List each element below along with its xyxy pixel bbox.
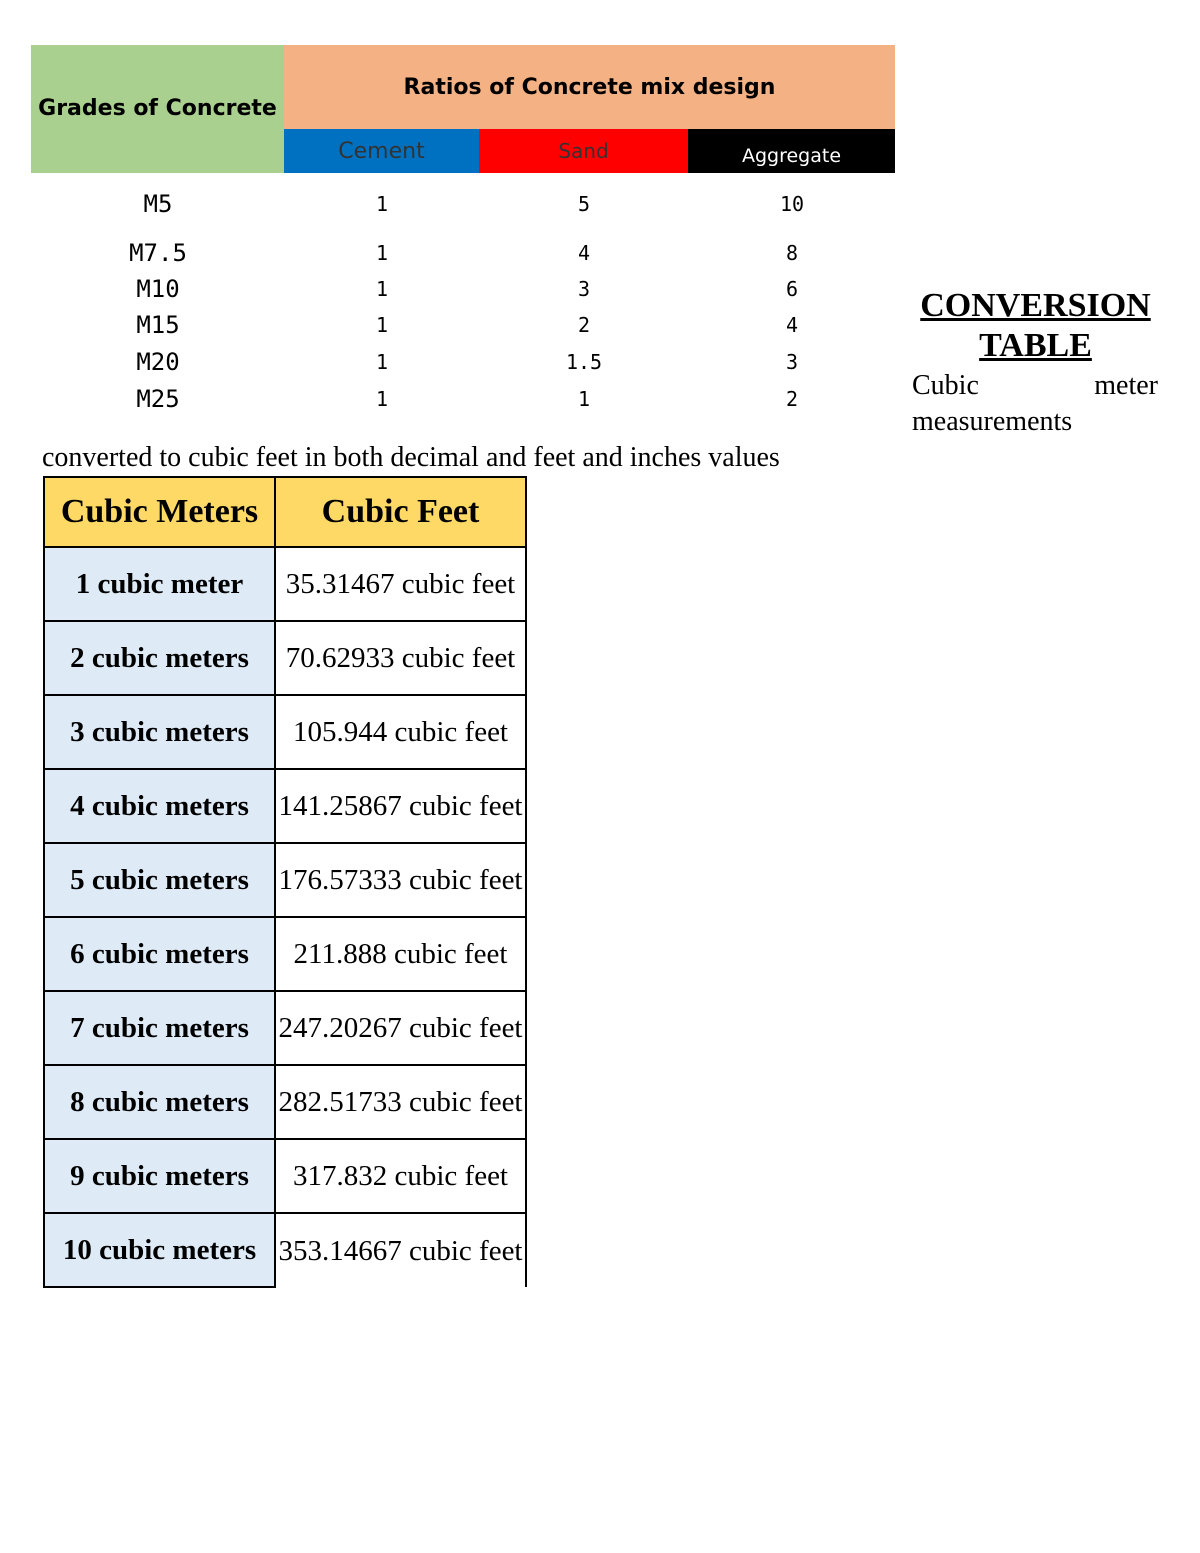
grade-label: M15: [136, 311, 180, 339]
subtitle-word: meter: [1094, 370, 1158, 401]
cement-value: 1: [375, 277, 389, 301]
cement-value: 1: [375, 350, 389, 374]
feet-cell: 35.31467 cubic feet: [275, 547, 526, 621]
sand-header: Sand: [479, 129, 688, 173]
meters-cell: 8 cubic meters: [44, 1065, 275, 1139]
mix-row: [0, 345, 900, 379]
meters-cell: 2 cubic meters: [44, 621, 275, 695]
feet-cell: 70.62933 cubic feet: [275, 621, 526, 695]
mix-row: [0, 236, 900, 270]
table-row: [44, 843, 526, 917]
grades-of-concrete-header: Grades of Concrete: [31, 45, 284, 173]
cement-value: 1: [375, 241, 389, 265]
grade-label: M5: [143, 190, 173, 218]
sand-value: 5: [577, 192, 591, 216]
feet-cell: 282.51733 cubic feet: [275, 1065, 526, 1139]
aggregate-value: 3: [785, 350, 799, 374]
table-row: [44, 1139, 526, 1213]
aggregate-header: Aggregate: [688, 129, 895, 173]
feet-cell: 353.14667 cubic feet: [275, 1213, 526, 1287]
sand-value: 1: [577, 387, 591, 411]
table-row: [44, 1065, 526, 1139]
mix-row: [0, 187, 900, 221]
meters-cell: 7 cubic meters: [44, 991, 275, 1065]
sand-value: 4: [577, 241, 591, 265]
cement-value: 1: [375, 192, 389, 216]
table-row: [44, 695, 526, 769]
table-row: [44, 1213, 526, 1287]
meters-cell: 4 cubic meters: [44, 769, 275, 843]
table-header-row: [44, 477, 526, 547]
subtitle-word: Cubic: [912, 370, 979, 401]
ratios-header: Ratios of Concrete mix design: [284, 45, 895, 129]
cubic-conversion-table: [43, 476, 527, 1288]
cement-value: 1: [375, 313, 389, 337]
sand-value: 1.5: [565, 350, 603, 374]
grade-label: M25: [136, 385, 180, 413]
aggregate-value: 8: [785, 241, 799, 265]
mix-row: [0, 308, 900, 342]
feet-cell: 211.888 cubic feet: [275, 917, 526, 991]
feet-cell: 317.832 cubic feet: [275, 1139, 526, 1213]
table-row: [44, 547, 526, 621]
mix-row: [0, 272, 900, 306]
sand-value: 2: [577, 313, 591, 337]
conversion-table-title: CONVERSION TABLE: [920, 287, 1151, 364]
grade-label: M7.5: [129, 239, 187, 267]
subtitle-word: measurements: [912, 406, 1073, 437]
feet-cell: 247.20267 cubic feet: [275, 991, 526, 1065]
cement-header: Cement: [284, 129, 479, 173]
aggregate-value: 4: [785, 313, 799, 337]
conversion-subtitle: [912, 368, 1158, 440]
cubic-feet-header: Cubic Feet: [275, 477, 526, 547]
cement-value: 1: [375, 387, 389, 411]
grade-label: M20: [136, 348, 180, 376]
feet-cell: 176.57333 cubic feet: [275, 843, 526, 917]
table-row: [44, 621, 526, 695]
table-row: [44, 991, 526, 1065]
meters-cell: 1 cubic meter: [44, 547, 275, 621]
sand-value: 3: [577, 277, 591, 301]
feet-cell: 141.25867 cubic feet: [275, 769, 526, 843]
meters-cell: 6 cubic meters: [44, 917, 275, 991]
table-row: [44, 917, 526, 991]
table-row: [44, 769, 526, 843]
conversion-intro: converted to cubic feet in both decimal and feet and inches values: [42, 442, 780, 473]
mix-row: [0, 382, 900, 416]
meters-cell: 3 cubic meters: [44, 695, 275, 769]
aggregate-value: 2: [785, 387, 799, 411]
cubic-meters-header: Cubic Meters: [44, 477, 275, 547]
meters-cell: 10 cubic meters: [44, 1213, 275, 1287]
aggregate-value: 6: [785, 277, 799, 301]
aggregate-value: 10: [779, 192, 805, 216]
meters-cell: 9 cubic meters: [44, 1139, 275, 1213]
feet-cell: 105.944 cubic feet: [275, 695, 526, 769]
grade-label: M10: [136, 275, 180, 303]
meters-cell: 5 cubic meters: [44, 843, 275, 917]
